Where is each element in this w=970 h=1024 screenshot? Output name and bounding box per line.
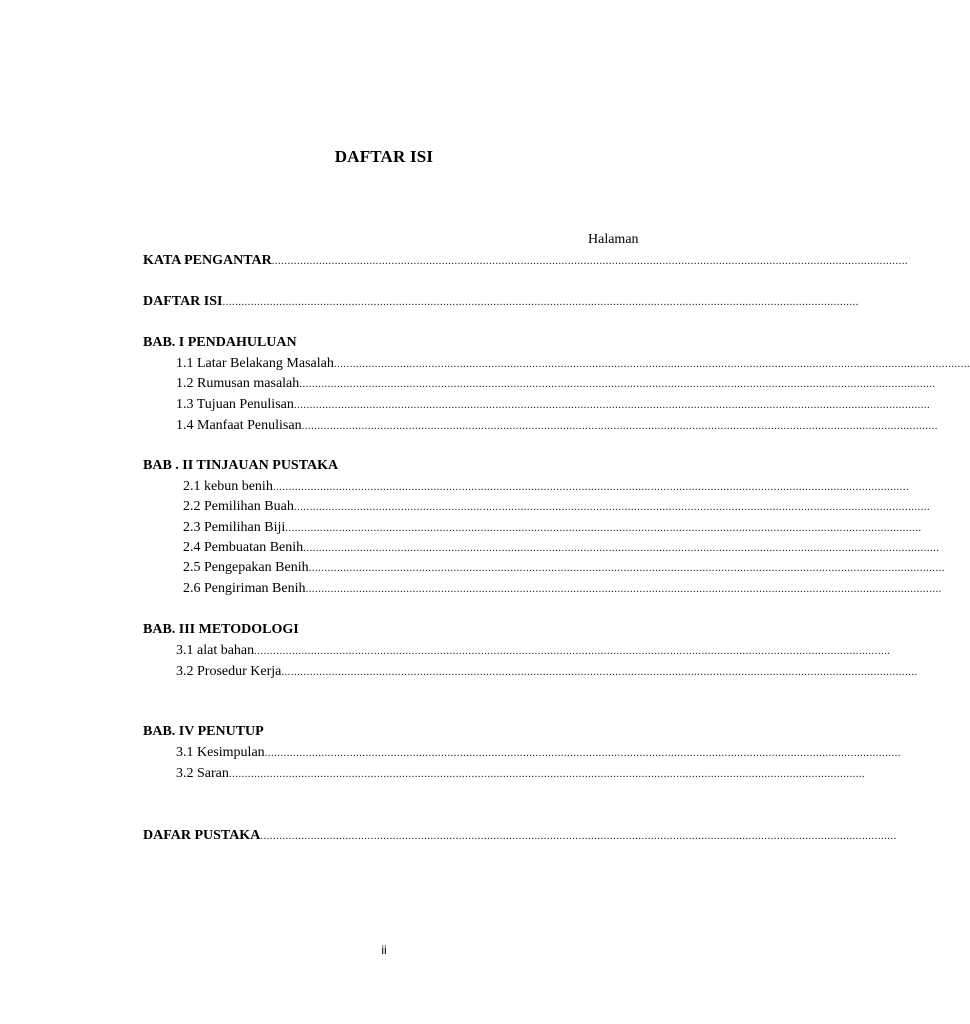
toc-entry-4-1 [176, 743, 901, 763]
toc-entry-label: 1.4 Manfaat Penulisan [176, 418, 302, 433]
toc-entry-4-2 [176, 764, 866, 784]
dot-leader: .......................................................................................................................................................................................................... [254, 645, 891, 657]
toc-entry-2-3 [183, 518, 922, 538]
toc-entry-label: 1.2 Rumusan masalah [176, 376, 300, 391]
toc-entry-1-1 [176, 354, 970, 374]
toc-entry-label: 3.2 Prosedur Kerja [176, 664, 282, 679]
toc-entry-label: 2.4 Pembuatan Benih [183, 540, 304, 555]
chapter-heading-bab-4: BAB. IV PENUTUP [143, 724, 264, 739]
toc-entry-2-5 [183, 558, 945, 578]
toc-entry-1-3 [176, 395, 931, 415]
dot-leader: .......................................................................................................................................................................................................... [271, 255, 909, 267]
chapter-heading-bab-1: BAB. I PENDAHULUAN [143, 335, 297, 350]
dot-leader: .......................................................................................................................................................................................................... [281, 666, 918, 678]
toc-entry-3-2 [176, 662, 918, 682]
toc-entry-label: 3.1 Kesimpulan [176, 745, 265, 760]
dot-leader: .......................................................................................................................................................................................................... [293, 501, 931, 513]
toc-entry-label: KATA PENGANTAR [143, 253, 272, 268]
dot-leader: .......................................................................................................................................................................................................... [285, 522, 922, 534]
dot-leader: .......................................................................................................................................................................................................... [308, 562, 945, 574]
toc-entry-daftar-isi [143, 292, 859, 312]
page-number: ii [381, 943, 387, 957]
toc-entry-label: DAFTAR ISI [143, 294, 223, 309]
toc-entry-label: 2.5 Pengepakan Benih [183, 560, 309, 575]
toc-entry-kata-pengantar [143, 251, 909, 271]
dot-leader: .......................................................................................................................................................................................................... [272, 481, 910, 493]
toc-entry-1-2 [176, 374, 936, 394]
dot-leader: .......................................................................................................................................................................................................... [264, 747, 901, 759]
dot-leader: .......................................................................................................................................................................................................... [228, 768, 866, 780]
chapter-heading-bab-2: BAB . II TINJAUAN PUSTAKA [143, 458, 339, 473]
toc-entry-label: 2.1 kebun benih [183, 479, 273, 494]
dot-leader: .......................................................................................................................................................................................................... [303, 542, 940, 554]
toc-entry-label: 3.1 alat bahan [176, 643, 255, 658]
page-column-header: Halaman [588, 232, 639, 247]
toc-entry-label: 2.6 Pengiriman Benih [183, 581, 306, 596]
dot-leader: .......................................................................................................................................................................................................... [222, 296, 859, 308]
dot-leader: .......................................................................................................................................................................................................... [305, 583, 942, 595]
page-title: DAFTAR ISI [334, 147, 434, 166]
toc-entry-3-1 [176, 641, 891, 661]
dot-leader: .......................................................................................................................................................................................................... [299, 378, 936, 390]
toc-entry-2-1 [183, 477, 910, 497]
toc-entry-label: 2.3 Pemilihan Biji [183, 520, 286, 535]
toc-entry-label: 1.3 Tujuan Penulisan [176, 397, 294, 412]
toc-entry-2-4 [183, 538, 940, 558]
dot-leader: .......................................................................................................................................................................................................... [301, 420, 938, 432]
toc-entry-2-6 [183, 579, 942, 599]
toc-entry-label: 1.1 Latar Belakang Masalah [176, 356, 334, 371]
dot-leader: .......................................................................................................................................................................................................... [333, 358, 970, 370]
dot-leader: .......................................................................................................................................................................................................... [293, 399, 931, 411]
toc-entry-label: 3.2 Saran [176, 766, 229, 781]
toc-entry-1-4 [176, 416, 938, 436]
toc-entry-2-2 [183, 497, 931, 517]
toc-entry-label: DAFAR PUSTAKA [143, 828, 261, 843]
chapter-heading-bab-3: BAB. III METODOLOGI [143, 622, 299, 637]
toc-entry-dafar-pustaka [143, 826, 897, 846]
toc-entry-label: 2.2 Pemilihan Buah [183, 499, 294, 514]
dot-leader: .......................................................................................................................................................................................................... [260, 830, 897, 842]
